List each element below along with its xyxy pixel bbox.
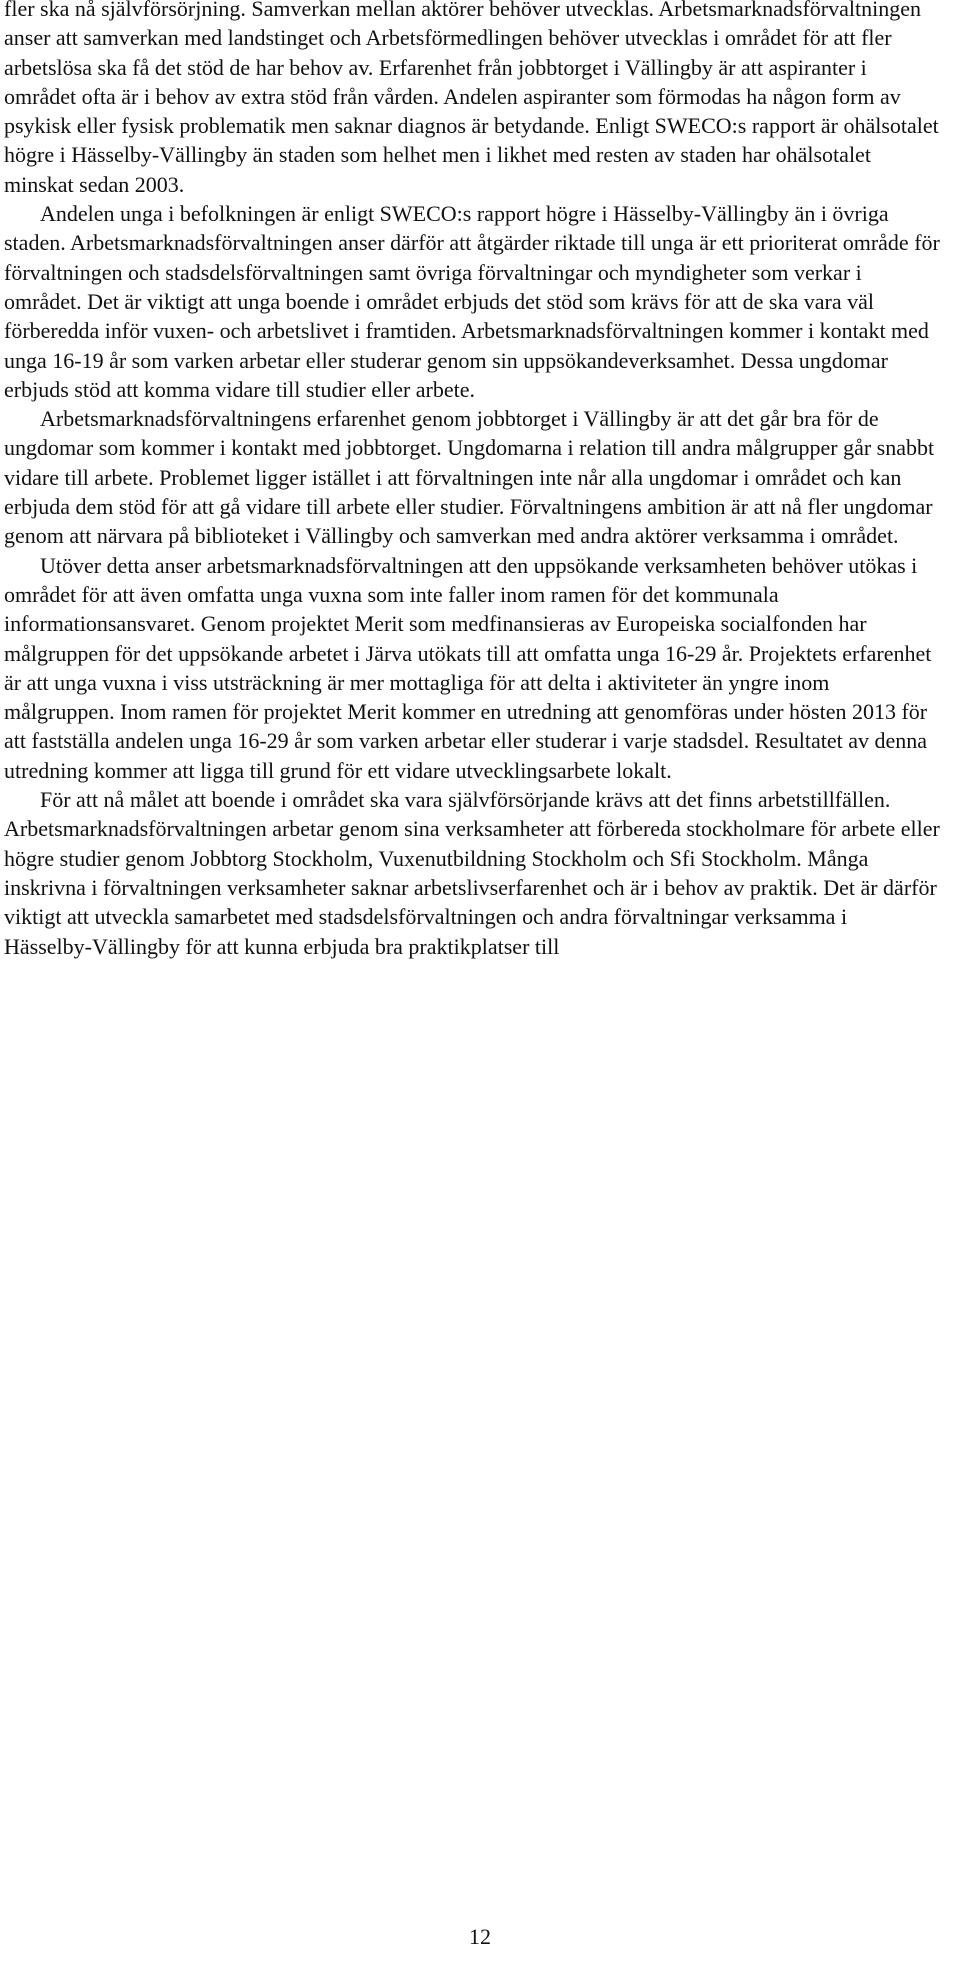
- paragraph-2: Andelen unga i befolkningen är enligt SWECO:s rapport högre i Hässelby-Vällingby än i övriga staden. Arbetsmarknadsförvaltningen anser därför att åtgärder riktade till unga är ett prioriterat område för förvaltningen och stadsdelsförvaltningen samt övriga förvaltningar och myndigheter som verkar i området. Det är viktigt att unga boende i området erbjuds det stöd som krävs för att de ska vara väl förberedda inför vuxen- och arbetslivet i framtiden. Arbetsmarknadsförvaltningen kommer i kontakt med unga 16-19 år som varken arbetar eller studerar genom sin uppsökandeverksamhet. Dessa ungdomar erbjuds stöd att komma vidare till studier eller arbete.: [4, 201, 940, 402]
- body-text: [4, 0, 940, 961]
- page-number: 12: [469, 1924, 491, 1949]
- paragraph-5: För att nå målet att boende i området ska vara självförsörjande krävs att det finns arbetstillfällen. Arbetsmarknadsförvaltningen arbetar genom sina verksamheter att förbereda stockholmare för arbete eller högre studier genom Jobbtorg Stockholm, Vuxenutbildning Stockholm och Sfi Stockholm. Många inskrivna i förvaltningen verksamheter saknar arbetslivserfarenhet och är i behov av praktik. Det är därför viktigt att utveckla samarbetet med stadsdelsförvaltningen och andra förvaltningar verksamma i Hässelby-Vällingby för att kunna erbjuda bra praktikplatser till: [4, 787, 940, 959]
- paragraph-1: fler ska nå självförsörjning. Samverkan mellan aktörer behöver utvecklas. Arbetsmarknadsförvaltningen anser att samverkan med landstinget och Arbetsförmedlingen behöver utvecklas i området för att fler arbetslösa ska få det stöd de har behov av. Erfarenhet från jobbtorget i Vällingby är att aspiranter i området ofta är i behov av extra stöd från vården. Andelen aspiranter som förmodas ha någon form av psykisk eller fysisk problematik men saknar diagnos är betydande. Enligt SWECO:s rapport är ohälsotalet högre i Hässelby-Vällingby än staden som helhet men i likhet med resten av staden har ohälsotalet minskat sedan 2003.: [4, 0, 939, 197]
- paragraph-3: Arbetsmarknadsförvaltningens erfarenhet genom jobbtorget i Vällingby är att det går bra för de ungdomar som kommer i kontakt med jobbtorget. Ungdomarna i relation till andra målgrupper går snabbt vidare till arbete. Problemet ligger istället i att förvaltningen inte når alla ungdomar i området och kan erbjuda dem stöd för att gå vidare till arbete eller studier. Förvaltningens ambition är att nå fler ungdomar genom att närvara på biblioteket i Vällingby och samverkan med andra aktörer verksamma i området.: [4, 406, 935, 549]
- paragraph-4: Utöver detta anser arbetsmarknadsförvaltningen att den uppsökande verksamheten behöver utökas i området för att även omfatta unga vuxna som inte faller inom ramen för det kommunala informationsansvaret. Genom projektet Merit som medfinansieras av Europeiska socialfonden har målgruppen för det uppsökande arbetet i Järva utökats till att omfatta unga 16-29 år. Projektets erfarenhet är att unga vuxna i viss utsträckning är mer mottagliga för att delta i aktiviteter än yngre inom målgruppen. Inom ramen för projektet Merit kommer en utredning att genomföras under hösten 2013 för att fastställa andelen unga 16-29 år som varken arbetar eller studerar i varje stadsdel. Resultatet av denna utredning kommer att ligga till grund för ett vidare utvecklingsarbete lokalt.: [4, 552, 932, 783]
